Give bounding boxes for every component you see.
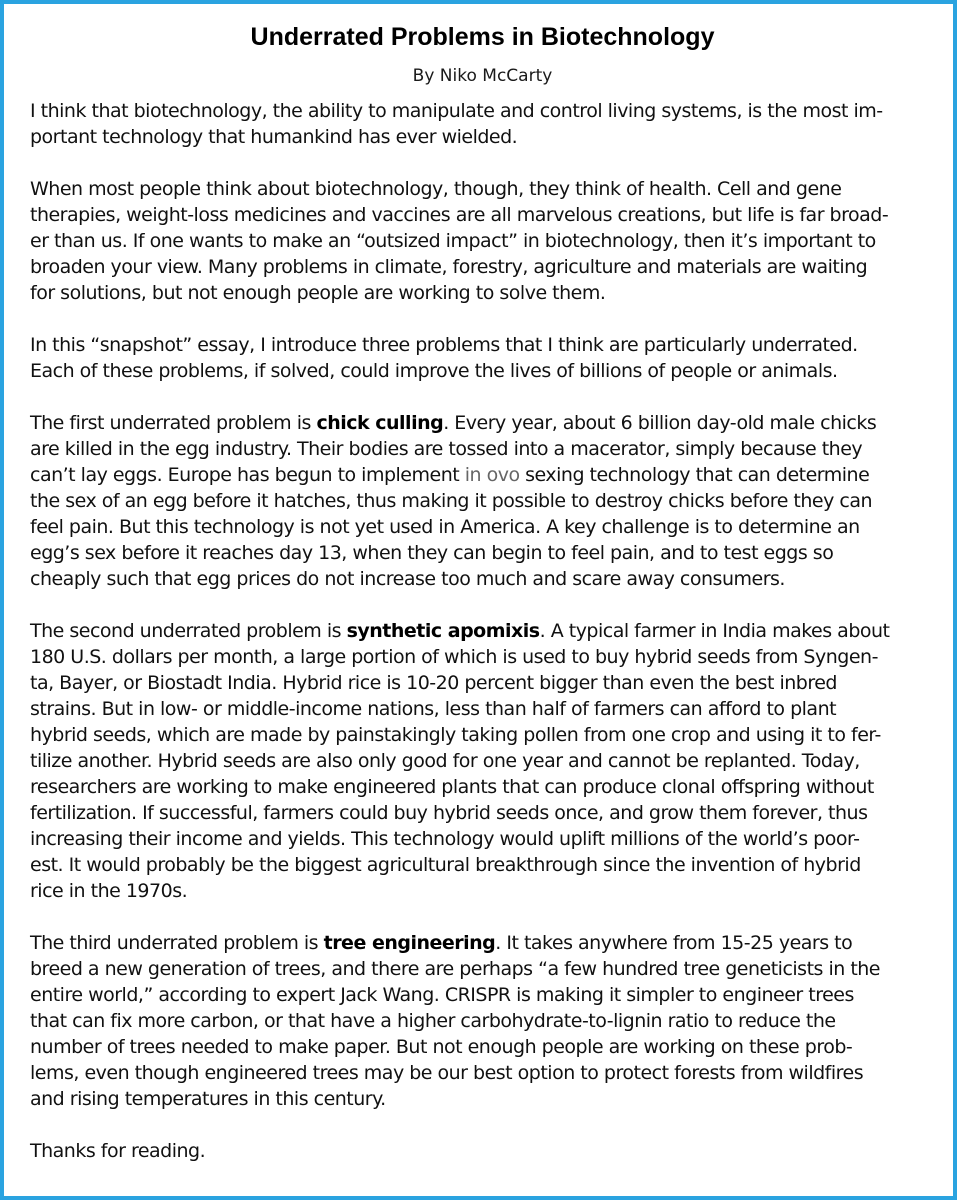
text-line: are killed in the egg industry. Their bodies are tossed into a macerator, simply because they xyxy=(30,438,863,460)
text-fragment: . It takes anywhere from 15-25 years to xyxy=(495,932,853,954)
text-line: entire world,” according to expert Jack Wang. CRISPR is making it simpler to engineer trees xyxy=(30,984,854,1006)
text-line: hybrid seeds, which are made by painstakingly taking pollen from one crop and using it to fer- xyxy=(30,724,881,746)
text-line: In this “snapshot” essay, I introduce three problems that I think are particularly underrated. xyxy=(30,334,858,356)
text-line: broaden your view. Many problems in climate, forestry, agriculture and materials are waiting xyxy=(30,256,868,278)
paragraph-tree-engineering xyxy=(30,930,936,1112)
text-line: Thanks for reading. xyxy=(30,1140,206,1162)
text-line: that can fix more carbon, or that have a higher carbohydrate-to-lignin ratio to reduce the xyxy=(30,1010,836,1032)
text-fragment: The third underrated problem is xyxy=(30,932,324,954)
text-fragment: sexing technology that can determine xyxy=(519,464,870,486)
text-line: for solutions, but not enough people are working to solve them. xyxy=(30,282,606,304)
text-line: er than us. If one wants to make an “outsized impact” in biotechnology, then it’s important to xyxy=(30,230,876,252)
text-line xyxy=(30,930,936,956)
text-line: 180 U.S. dollars per month, a large portion of which is used to buy hybrid seeds from Syngen- xyxy=(30,646,878,668)
text-fragment: can’t lay eggs. Europe has begun to implement xyxy=(30,464,465,486)
text-line: portant technology that humankind has ever wielded. xyxy=(30,126,518,148)
text-line: rice in the 1970s. xyxy=(30,880,188,902)
text-line xyxy=(30,410,936,436)
keyword-tree-engineering: tree engineering xyxy=(323,932,496,954)
text-fragment: The first underrated problem is xyxy=(30,412,317,434)
paragraph-gap xyxy=(30,1112,936,1138)
text-line xyxy=(30,618,936,644)
text-line: cheaply such that egg prices do not increase too much and scare away consumers. xyxy=(30,568,785,590)
text-line: I think that biotechnology, the ability to manipulate and control living systems, is the most im- xyxy=(30,100,883,122)
paragraph-closing xyxy=(30,1138,936,1164)
article-byline: By Niko McCarty xyxy=(412,66,553,86)
text-line: the sex of an egg before it hatches, thus making it possible to destroy chicks before they can xyxy=(30,490,873,512)
text-line: Each of these problems, if solved, could improve the lives of billions of people or animals. xyxy=(30,360,838,382)
paragraph-gap xyxy=(30,306,936,332)
text-line: increasing their income and yields. This technology would uplift millions of the world’s poor- xyxy=(30,828,860,850)
paragraph-synthetic-apomixis xyxy=(30,618,936,904)
text-line: lems, even though engineered trees may be our best option to protect forests from wildfires xyxy=(30,1062,864,1084)
article-body xyxy=(30,98,936,1164)
text-line: est. It would probably be the biggest agricultural breakthrough since the invention of hybrid xyxy=(30,854,861,876)
text-line: and rising temperatures in this century. xyxy=(30,1088,386,1110)
text-line: strains. But in low- or middle-income nations, less than half of farmers can afford to plant xyxy=(30,698,837,720)
text-line: therapies, weight-loss medicines and vaccines are all marvelous creations, but life is far broad- xyxy=(30,204,889,226)
keyword-chick-culling: chick culling xyxy=(316,412,444,434)
paragraph-health xyxy=(30,176,936,306)
text-line: breed a new generation of trees, and there are perhaps “a few hundred tree geneticists in the xyxy=(30,958,880,980)
paragraph-gap xyxy=(30,904,936,930)
text-fragment: The second underrated problem is xyxy=(30,620,347,642)
text-line: number of trees needed to make paper. But not enough people are working on these prob- xyxy=(30,1036,853,1058)
article-title: Underrated Problems in Biotechnology xyxy=(250,23,715,51)
term-in-ovo: in ovo xyxy=(464,464,520,486)
text-line: When most people think about biotechnology, though, they think of health. Cell and gene xyxy=(30,178,842,200)
text-line: tilize another. Hybrid seeds are also only good for one year and cannot be replanted. Today, xyxy=(30,750,860,772)
text-line: feel pain. But this technology is not yet used in America. A key challenge is to determine an xyxy=(30,516,860,538)
text-line: egg’s sex before it reaches day 13, when they can begin to feel pain, and to test eggs so xyxy=(30,542,834,564)
paragraph-intro xyxy=(30,98,936,150)
paragraph-snapshot xyxy=(30,332,936,384)
text-fragment: . A typical farmer in India makes about xyxy=(539,620,890,642)
text-line: ta, Bayer, or Biostadt India. Hybrid rice is 10-20 percent bigger than even the best inbred xyxy=(30,672,837,694)
text-line: researchers are working to make engineered plants that can produce clonal offspring without xyxy=(30,776,874,798)
text-line: fertilization. If successful, farmers could buy hybrid seeds once, and grow them forever, thus xyxy=(30,802,868,824)
paragraph-gap xyxy=(30,592,936,618)
paragraph-chick-culling xyxy=(30,410,936,592)
text-fragment: . Every year, about 6 billion day-old male chicks xyxy=(443,412,877,434)
text-line xyxy=(30,462,936,488)
keyword-synthetic-apomixis: synthetic apomixis xyxy=(346,620,540,642)
paragraph-gap xyxy=(30,384,936,410)
paragraph-gap xyxy=(30,150,936,176)
